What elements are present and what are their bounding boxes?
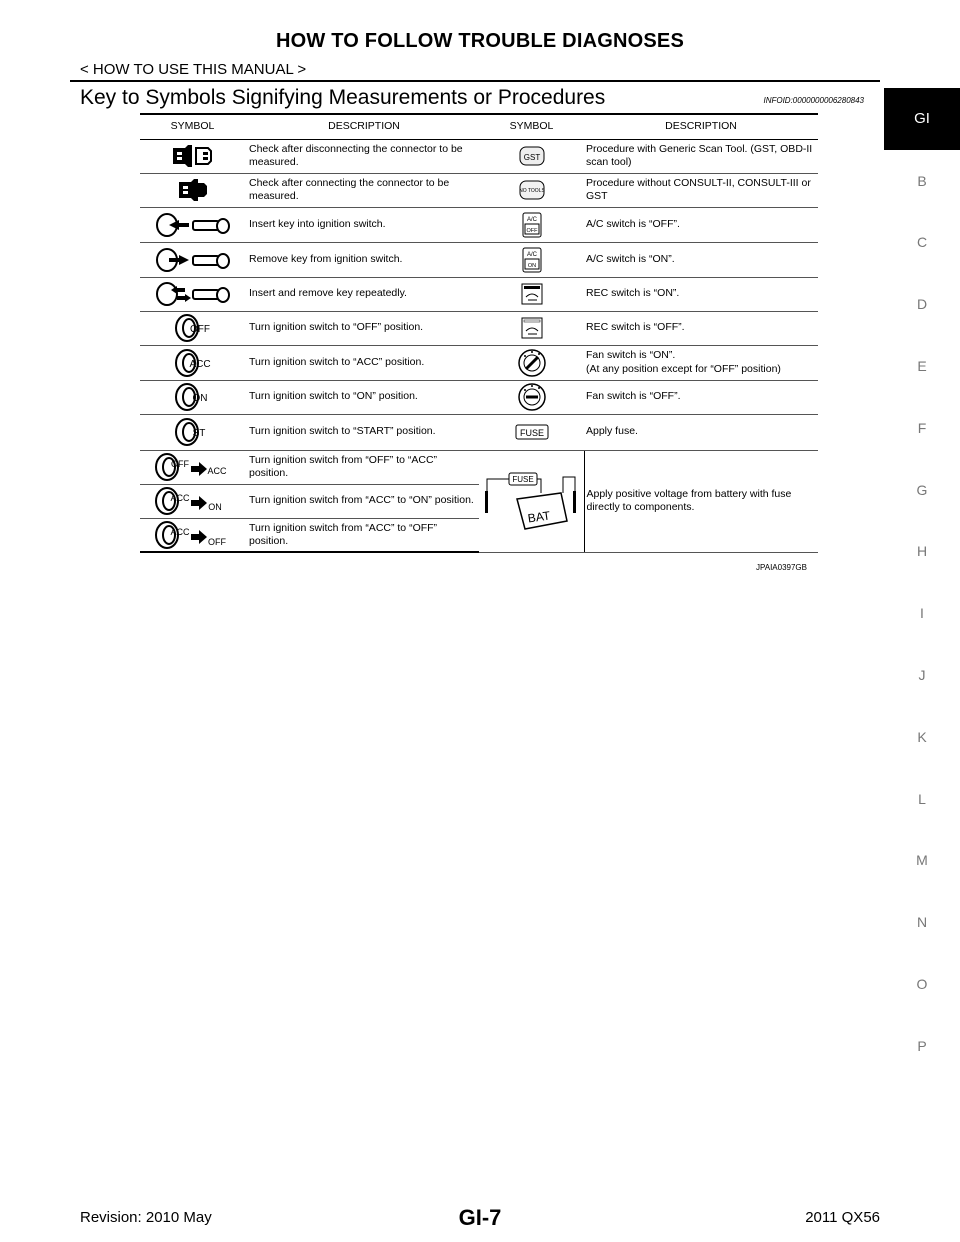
ignition-off-icon	[173, 313, 213, 343]
table-row	[140, 345, 818, 380]
fuse-icon	[515, 424, 549, 440]
tab-d[interactable]: D	[916, 296, 928, 313]
no-tools-label: NO TOOLS	[518, 188, 545, 194]
from-label: OFF	[170, 459, 189, 469]
symbol-cell	[479, 311, 584, 345]
tab-h[interactable]: H	[916, 543, 928, 560]
section-tabs	[884, 88, 960, 1077]
symbol-cell	[479, 173, 584, 207]
section-title: Key to Symbols Signifying Measurements or Procedures	[80, 86, 606, 109]
description-cell: Insert key into ignition switch.	[245, 207, 479, 242]
fan-on-icon	[517, 348, 547, 378]
tab-g[interactable]: G	[916, 481, 928, 498]
header-symbol-2: SYMBOL	[479, 113, 584, 139]
table-row	[140, 139, 818, 173]
symbol-cell	[479, 139, 584, 173]
tab-gi[interactable]: GI	[884, 88, 960, 150]
symbol-cell	[140, 139, 245, 173]
to-label: OFF	[207, 536, 226, 547]
description-cell: Turn ignition switch from “ACC” to “OFF” position.	[245, 518, 479, 552]
table-row	[140, 414, 818, 450]
description-cell: Check after connecting the connector to be measured.	[245, 173, 479, 207]
symbol-cell	[479, 242, 584, 277]
tab-b[interactable]: B	[917, 172, 927, 189]
fan-on-line1: Fan switch is “ON”.	[586, 349, 676, 362]
to-label: ACC	[206, 466, 227, 476]
description-cell: Turn ignition switch to “START” position.	[245, 414, 479, 450]
ac-on-icon	[521, 246, 543, 274]
description-cell: Apply positive voltage from battery with fuse directly to components.	[584, 450, 818, 552]
description-cell: Turn ignition switch from “OFF” to “ACC” position.	[245, 450, 479, 484]
gst-icon	[517, 144, 547, 168]
bat-label: BAT	[527, 508, 552, 526]
symbol-cell	[479, 380, 584, 414]
table-header-row	[140, 113, 818, 139]
table-row	[140, 242, 818, 277]
tab-e[interactable]: E	[917, 358, 927, 375]
remove-key-icon	[153, 247, 233, 273]
from-label: ACC	[169, 493, 190, 503]
st-label: ST	[192, 428, 205, 439]
description-cell: Turn ignition switch from “ACC” to “ON” position.	[245, 484, 479, 518]
symbol-cell	[140, 345, 245, 380]
symbol-cell	[140, 277, 245, 311]
symbol-cell	[140, 414, 245, 450]
description-cell: Turn ignition switch to “ACC” position.	[245, 345, 479, 380]
battery-fuse-icon	[481, 465, 581, 537]
symbol-cell	[140, 173, 245, 207]
connector-disconnected-icon	[169, 143, 217, 169]
header-divider	[70, 80, 880, 82]
symbol-cell	[140, 484, 245, 518]
fuse-label: FUSE	[512, 475, 534, 484]
description-cell: Apply fuse.	[584, 414, 818, 450]
table-row	[140, 207, 818, 242]
description-cell: Insert and remove key repeatedly.	[245, 277, 479, 311]
revision-text: Revision: 2010 May	[80, 1209, 212, 1226]
symbol-cell	[140, 450, 245, 484]
ac-label: A/C	[526, 251, 537, 258]
ignition-acc-to-on-icon	[153, 486, 233, 516]
fan-on-line2: (At any position except for “OFF” position)	[586, 362, 781, 375]
model-text: 2011 QX56	[805, 1209, 880, 1226]
page-title: HOW TO FOLLOW TROUBLE DIAGNOSES	[275, 30, 685, 52]
tab-o[interactable]: O	[916, 976, 928, 993]
ignition-acc-to-off-icon	[153, 520, 233, 550]
symbol-cell	[479, 345, 584, 380]
symbol-cell	[140, 207, 245, 242]
description-cell: A/C switch is “OFF”.	[584, 207, 818, 242]
acc-label: ACC	[188, 358, 211, 370]
header-description-2: DESCRIPTION	[584, 113, 818, 139]
tab-m[interactable]: M	[916, 852, 928, 869]
tab-l[interactable]: L	[918, 790, 926, 807]
ignition-start-icon	[173, 417, 213, 447]
tab-j[interactable]: J	[918, 667, 926, 684]
table-row	[140, 380, 818, 414]
rec-off-icon	[520, 316, 544, 340]
page-header	[0, 30, 960, 53]
symbol-cell	[479, 277, 584, 311]
insert-key-icon	[153, 212, 233, 238]
description-cell: Check after disconnecting the connector to be measured.	[245, 139, 479, 173]
description-cell	[584, 345, 818, 380]
tab-i[interactable]: I	[920, 605, 924, 622]
symbol-cell	[140, 380, 245, 414]
tab-n[interactable]: N	[916, 914, 928, 931]
symbol-cell	[479, 414, 584, 450]
table-row	[140, 311, 818, 345]
symbol-cell	[140, 518, 245, 552]
tab-p[interactable]: P	[917, 1037, 927, 1054]
breadcrumb: < HOW TO USE THIS MANUAL >	[80, 61, 307, 78]
page-number: GI-7	[458, 1205, 502, 1230]
table-row	[140, 450, 818, 484]
info-id: INFOID:0000000006280843	[763, 96, 864, 105]
symbol-table	[140, 113, 818, 553]
to-label: ON	[207, 502, 222, 512]
ac-label: A/C	[526, 216, 537, 223]
fan-off-icon	[517, 382, 547, 412]
ignition-acc-icon	[173, 348, 213, 378]
symbol-cell	[140, 242, 245, 277]
gst-label: GST	[523, 153, 540, 162]
ignition-off-to-acc-icon	[153, 452, 233, 482]
symbol-cell	[479, 207, 584, 242]
figure-id: JPAIA0397GB	[756, 563, 807, 572]
on-label: ON	[192, 393, 207, 404]
table-row	[140, 277, 818, 311]
description-cell: Procedure with Generic Scan Tool. (GST, OBD-II scan tool)	[584, 139, 818, 173]
symbol-cell	[479, 450, 584, 552]
no-tools-icon	[517, 178, 547, 202]
rec-on-icon	[520, 282, 544, 306]
header-symbol: SYMBOL	[140, 113, 245, 139]
description-cell: Fan switch is “OFF”.	[584, 380, 818, 414]
ignition-on-icon	[173, 382, 213, 412]
description-cell: REC switch is “OFF”.	[584, 311, 818, 345]
table-row	[140, 173, 818, 207]
description-cell: Remove key from ignition switch.	[245, 242, 479, 277]
header-description: DESCRIPTION	[245, 113, 479, 139]
from-label: ACC	[169, 526, 190, 537]
ac-off-icon	[521, 211, 543, 239]
tab-k[interactable]: K	[917, 728, 927, 745]
symbol-cell	[140, 311, 245, 345]
description-cell: Turn ignition switch to “OFF” position.	[245, 311, 479, 345]
off-label: OFF	[526, 227, 537, 234]
connector-connected-icon	[169, 177, 217, 203]
tab-f[interactable]: F	[917, 419, 927, 436]
description-cell: A/C switch is “ON”.	[584, 242, 818, 277]
fuse-label: FUSE	[519, 428, 544, 438]
description-cell: REC switch is “ON”.	[584, 277, 818, 311]
tab-c[interactable]: C	[916, 234, 928, 251]
off-label: OFF	[189, 324, 210, 335]
insert-remove-key-icon	[153, 281, 233, 307]
description-cell: Procedure without CONSULT-II, CONSULT-III or GST	[584, 173, 818, 207]
description-cell: Turn ignition switch to “ON” position.	[245, 380, 479, 414]
on-label: ON	[527, 262, 536, 269]
